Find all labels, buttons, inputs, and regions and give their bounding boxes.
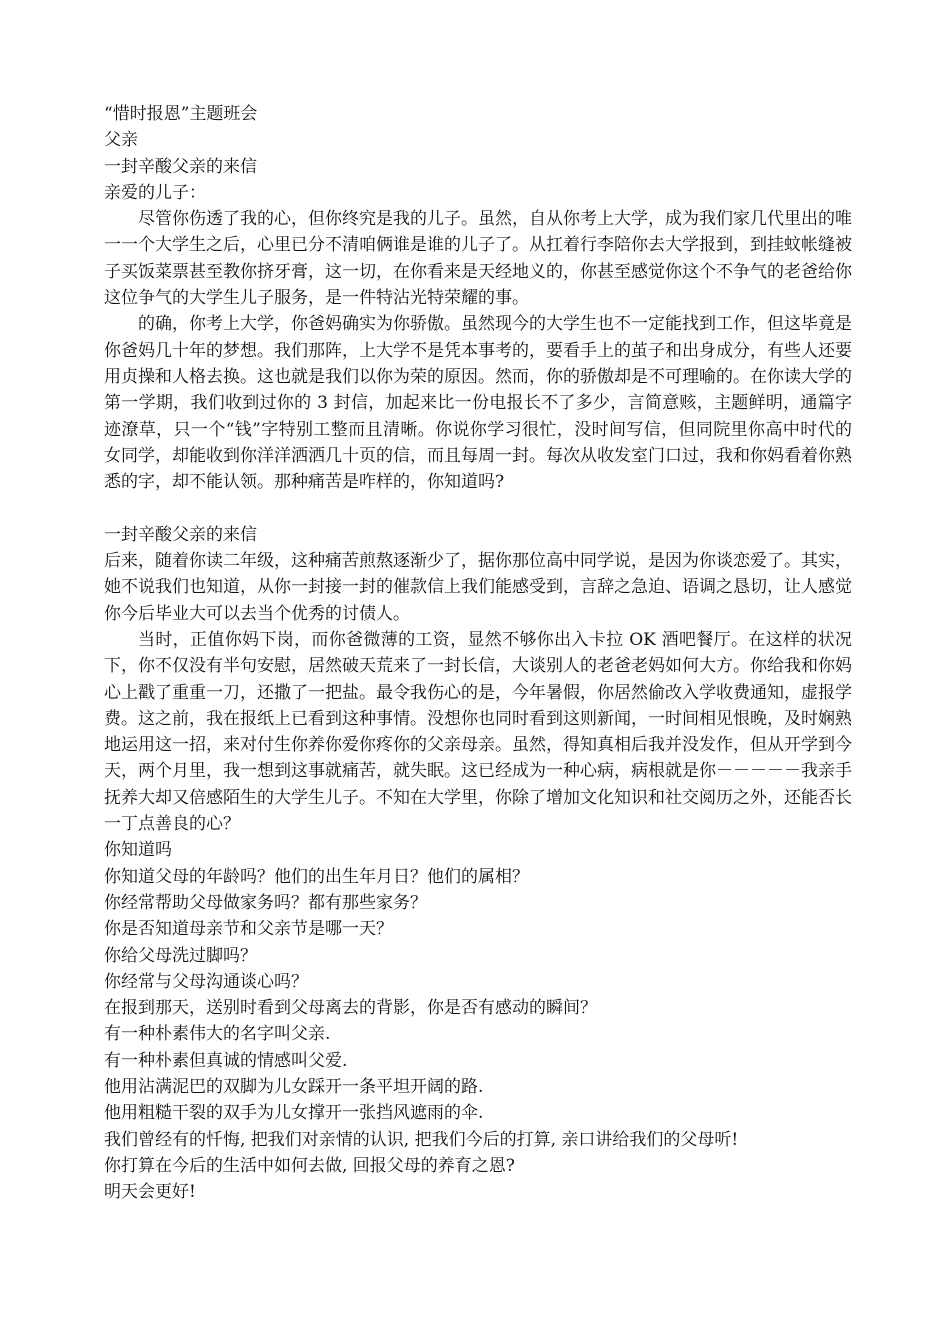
letter-heading: 一封辛酸父亲的来信	[104, 156, 257, 177]
paragraph: 尽管你伤透了我的心，但你终究是我的儿子。虽然，自从你考上大学，成为我们家几代里出的唯一一个大学生之后，心里已分不清咱俩谁是谁的儿子了。从扛着行李陪你去大学报到，到挂蚊帐缝被子买饭菜票甚至教你挤牙膏，这一切，在你看来是天经地义的，你甚至感觉你这个不争气的老爸给你这位争气的大学生儿子服务，是一件特沾光特荣耀的事。	[104, 209, 852, 309]
paragraph: 的确，你考上大学，你爸妈确实为你骄傲。虽然现今的大学生也不一定能找到工作，但这毕竟是你爸妈几十年的梦想。我们那阵，上大学不是凭本事考的，要看手上的茧子和出身成分，有些人还要用贞操和人格去换。这也就是我们以你为荣的原因。然而，你的骄傲却是不可理喻的。在你读大学的第一学期，我们收到过你的 3 封信，加起来比一份电报长不了多少，言简意赅，主题鲜明，通篇字迹潦草，只一个“钱”字特别工整而且清晰。你说你学习很忙，没时间写信，但同院里你高中时代的女同学，却能收到你洋洋洒洒几十页的信，而且每周一封。每次从收发室门口过，我和你妈看着你熟悉的字，却不能认领。那种痛苦是咋样的，你知道吗?	[104, 314, 852, 493]
text-line: 你是否知道母亲节和父亲节是哪一天？	[104, 919, 393, 940]
paragraph: 当时，正值你妈下岗，而你爸微薄的工资，显然不够你出入卡拉 OK 酒吧餐厅。在这样的状况下，你不仅没有半句安慰，居然破天荒来了一封长信，大谈别人的老爸老妈如何大方。你给我和你妈心上戳了重重一刀，还撒了一把盐。最令我伤心的是，今年暑假，你居然偷改入学收费通知，虚报学费。这之前，我在报纸上已看到这种事情。没想你也同时看到这则新闻，一时间相见恨晚，及时娴熟地运用这一招，来对付生你养你爱你疼你的父亲母亲。虽然，得知真相后我并没发作，但从开学到今天，两个月里，我一想到这事就痛苦，就失眠。这已经成为一种心病，病根就是你－－－－－我亲手抚养大却又倍感陌生的大学生儿子。不知在大学里，你除了增加文化知识和社交阅历之外，还能否长一丁点善良的心？	[104, 629, 852, 835]
salutation: 亲爱的儿子：	[104, 182, 206, 203]
document-title: “惜时报恩”主题班会	[104, 104, 258, 124]
letter-heading: 一封辛酸父亲的来信	[104, 524, 257, 545]
document-page	[104, 101, 852, 1205]
questions-heading: 你知道吗	[104, 840, 172, 861]
spacer	[104, 495, 852, 521]
text-line: 你知道父母的年龄吗？他们的出生年月日？他们的属相？	[104, 866, 529, 887]
paragraph: 后来，随着你读二年级，这种痛苦煎熬逐渐少了，据你那位高中同学说，是因为你谈恋爱了。其实，她不说我们也知道，从你一封接一封的催款信上我们能感受到，言辞之急迫、语调之恳切，让人感觉你今后毕业大可以去当个优秀的讨债人。	[104, 551, 852, 624]
text-line: 我们曾经有的忏悔, 把我们对亲情的认识, 把我们今后的打算, 亲口讲给我们的父母听!	[104, 1129, 739, 1150]
text-line: 你经常与父母沟通谈心吗？	[104, 971, 308, 992]
text-line: 有一种朴素但真诚的情感叫父爱.	[104, 1050, 348, 1071]
text-line: 在报到那天，送别时看到父母离去的背影，你是否有感动的瞬间？	[104, 998, 597, 1019]
text-line: 你经常帮助父母做家务吗？都有那些家务？	[104, 892, 427, 913]
text-line: 有一种朴素伟大的名字叫父亲.	[104, 1024, 331, 1045]
text-line: 他用沾满泥巴的双脚为儿女踩开一条平坦开阔的路.	[104, 1076, 484, 1097]
text-line: 明天会更好!	[104, 1182, 196, 1203]
document-subtitle: 父亲	[104, 130, 138, 151]
text-line: 你打算在今后的生活中如何去做, 回报父母的养育之恩?	[104, 1155, 515, 1176]
text-line: 你给父母洗过脚吗？	[104, 945, 257, 966]
text-line: 他用粗糙干裂的双手为儿女撑开一张挡风遮雨的伞.	[104, 1103, 484, 1124]
